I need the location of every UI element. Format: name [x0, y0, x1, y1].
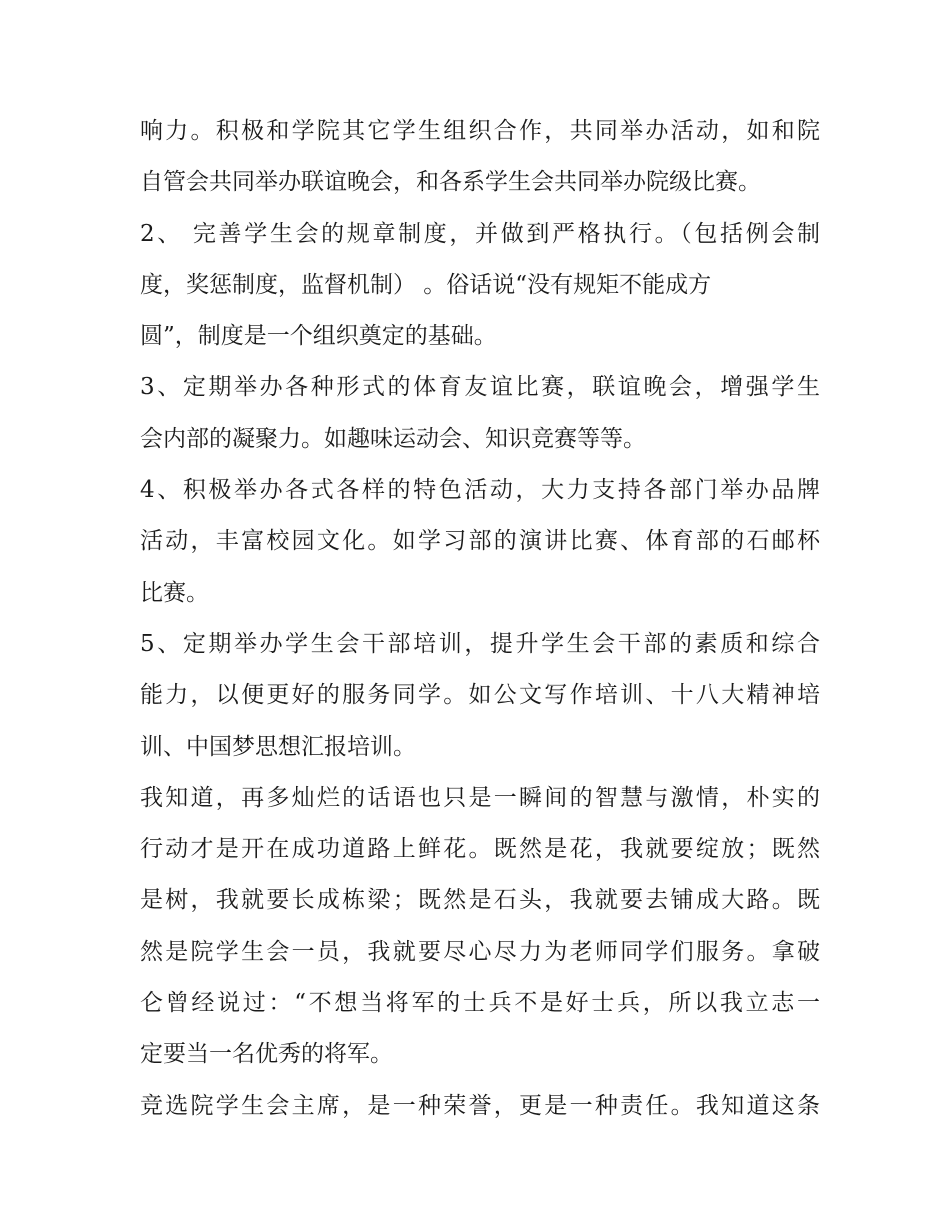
document-body: [140, 106, 820, 1132]
text-line: 是树，我就要长成栋梁；既然是石头，我就要去铺成大路。既: [140, 887, 820, 914]
text-line: 行动才是开在成功道路上鲜花。既然是花，我就要绽放；既然: [140, 836, 820, 863]
text-line: 5、定期举办学生会干部培训，提升学生会干部的素质和综合: [140, 630, 820, 657]
text-line: 度，奖惩制度，监督机制） 。俗话说“没有规矩不能成方: [140, 271, 712, 298]
text-line: 活动，丰富校园文化。如学习部的演讲比赛、体育部的石邮杯: [140, 528, 820, 555]
text-line: 我知道，再多灿烂的话语也只是一瞬间的智慧与激情，朴实的: [140, 784, 820, 811]
text-line: 2、 完善学生会的规章制度，并做到严格执行。（包括例会制: [140, 220, 820, 247]
text-line: 定要当一名优秀的将军。: [140, 1041, 393, 1068]
text-line: 能力，以便更好的服务同学。如公文写作培训、十八大精神培: [140, 682, 820, 709]
text-line: 比赛。: [140, 579, 209, 606]
text-line: 仑曾经说过：“不想当将军的士兵不是好士兵，所以我立志一: [140, 990, 820, 1017]
text-line: 自管会共同举办联谊晚会，和各系学生会共同举办院级比赛。: [140, 169, 761, 196]
text-line: 响力。积极和学院其它学生组织合作，共同举办活动，如和院: [140, 118, 820, 144]
text-line: 4、积极举办各式各样的特色活动，大力支持各部门举办品牌: [140, 477, 820, 504]
text-line: 圆”，制度是一个组织奠定的基础。: [140, 323, 497, 350]
text-line: 竞选院学生会主席，是一种荣誉，更是一种责任。我知道这条: [140, 1092, 820, 1119]
text-line: 训、中国梦思想汇报培训。: [140, 733, 416, 760]
text-line: 3、定期举办各种形式的体育友谊比赛，联谊晚会，增强学生: [140, 374, 820, 401]
text-line: 会内部的凝聚力。如趣味运动会、知识竞赛等等。: [140, 425, 646, 452]
text-line: 然是院学生会一员，我就要尽心尽力为老师同学们服务。拿破: [140, 938, 820, 965]
